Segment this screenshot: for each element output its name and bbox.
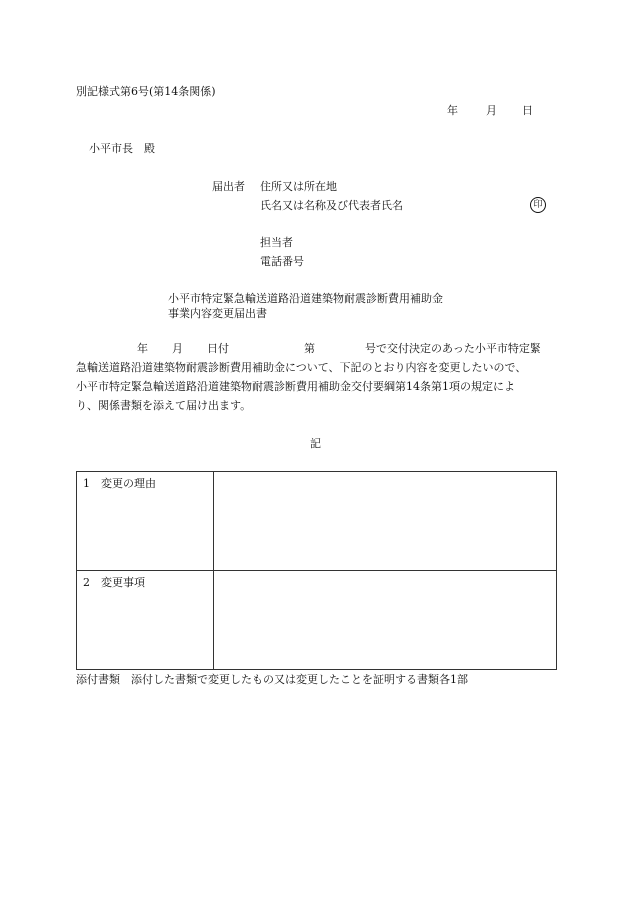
- date-year-label: 年: [447, 104, 458, 117]
- table-row: [77, 472, 557, 571]
- table-row: [77, 571, 557, 670]
- phone-label: 電話番号: [260, 255, 304, 268]
- document-title-line2: 事業内容変更届出書: [168, 307, 267, 320]
- document-title-line1: 小平市特定緊急輸送道路沿道建築物耐震診断費用補助金: [168, 292, 443, 305]
- row-label-items: 2 変更事項: [77, 571, 214, 670]
- contact-person-label: 担当者: [260, 236, 293, 249]
- body-day-label: 日付: [207, 342, 229, 355]
- date-day-label: 日: [522, 104, 533, 117]
- body-line-4: り、関係書類を添えて届け出ます。: [76, 399, 252, 412]
- attachment-label: 添付書類: [76, 673, 120, 686]
- addressee: 小平市長 殿: [89, 142, 155, 155]
- name-label: 氏名又は名称及び代表者氏名: [260, 199, 403, 212]
- body-line-2: 急輸送道路沿道建築物耐震診断費用補助金について、下記のとおり内容を変更したいので、: [76, 361, 527, 374]
- date-month-label: 月: [486, 104, 497, 117]
- body-line-1: [76, 339, 564, 358]
- body-month-label: 月: [172, 342, 183, 355]
- body-number-prefix: 第: [304, 342, 315, 355]
- change-table: [76, 471, 557, 670]
- row-label-reason: 1 変更の理由: [77, 472, 214, 571]
- row-value-reason: [214, 472, 557, 571]
- applicant-label: 届出者: [212, 180, 245, 193]
- body-year-label: 年: [137, 342, 148, 355]
- row-value-items: [214, 571, 557, 670]
- address-label: 住所又は所在地: [260, 180, 337, 193]
- body-paragraph: [76, 339, 564, 415]
- attachment-text: 添付した書類で変更したもの又は変更したことを証明する書類各1部: [131, 673, 468, 686]
- attachment-line: [76, 673, 468, 687]
- form-number: 別記様式第6号(第14条関係): [76, 85, 216, 98]
- seal-mark: 印: [530, 197, 546, 213]
- body-line1-tail: 号で交付決定のあった小平市特定緊: [365, 342, 541, 355]
- body-line-3: 小平市特定緊急輸送道路沿道建築物耐震診断費用補助金交付要綱第14条第1項の規定によ: [76, 380, 515, 393]
- ki-heading: 記: [310, 437, 321, 450]
